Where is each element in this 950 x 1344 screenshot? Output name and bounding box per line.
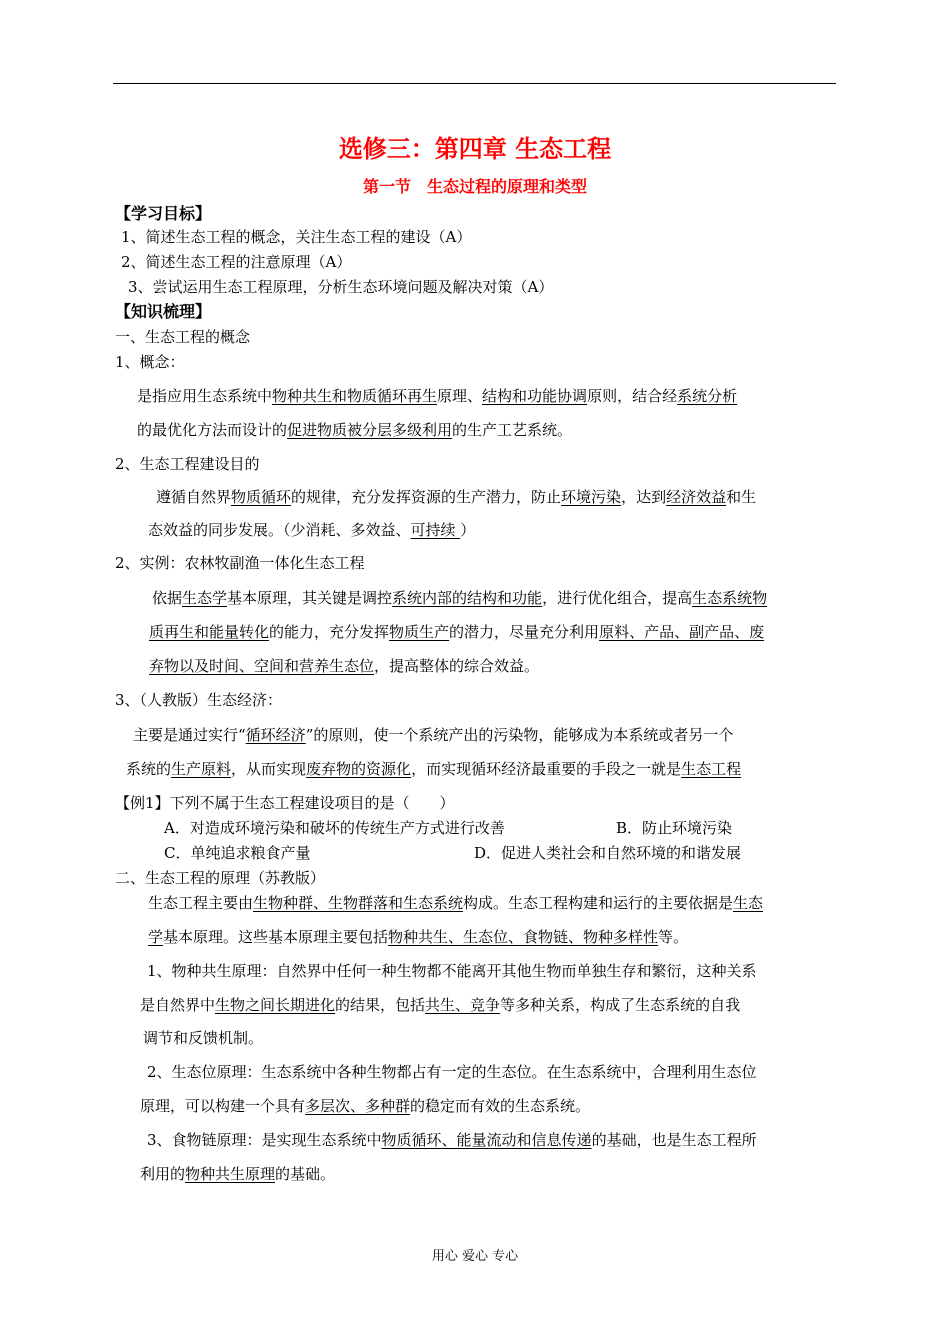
example-label: 2、实例：农林牧副渔一体化生态工程 [115,554,365,572]
concept-line: 是指应用生态系统中物种共生和物质循环再生原理、结构和功能协调原则，结合经系统分析 [137,387,738,405]
principle-2-line: 2、生态位原理：生态系统中各种生物都占有一定的生态位。在生态系统中，合理利用生态位 [147,1063,757,1081]
example-line: 质再生和能量转化的能力，充分发挥物质生产的潜力，尽量充分利用原料、产品、副产品、废 [149,623,765,641]
eco-line: 系统的生产原料，从而实现废弃物的资源化，而实现循环经济最重要的手段之一就是生态工程 [126,760,742,778]
principle-2-line: 原理，可以构建一个具有多层次、多种群的稳定而有效的生态系统。 [140,1097,591,1115]
principle-1-line: 1、物种共生原理：自然界中任何一种生物都不能离开其他生物而单独生存和繁衍，这种关系 [147,962,757,980]
goal-item: 3、尝试运用生态工程原理，分析生态环境问题及解决对策（A） [128,278,554,296]
eco-label: 3、（人教版）生态经济： [115,691,283,709]
header-rule [113,83,836,84]
eco-line: 主要是通过实行“循环经济”的原则，使一个系统产出的污染物，能够成为本系统或者另一个 [133,726,734,744]
example-line: 依据生态学基本原理，其关键是调控系统内部的结构和功能，进行优化组合，提高生态系统物 [152,589,768,607]
goal-item: 2、简述生态工程的注意原理（A） [121,253,352,271]
page-title: 选修三：第四章 生态工程 [338,135,612,163]
concept-label: 1、概念： [115,353,185,371]
option-a: A．对造成环境污染和破坏的传统生产方式进行改善 [164,819,505,837]
goals-heading: 【学习目标】 [115,204,212,223]
concept-line: 的最优化方法而设计的促进物质被分层多级利用的生产工艺系统。 [137,421,573,439]
example-question: 【例1】下列不属于生态工程建设项目的是（ ） [115,794,455,812]
option-d: D．促进人类社会和自然环境的和谐发展 [474,844,742,862]
page-subtitle: 第一节 生态过程的原理和类型 [362,177,587,196]
goal-item: 1、简述生态工程的概念，关注生态工程的建设（A） [121,228,472,246]
option-c: C．单纯追求粮食产量 [164,844,311,862]
part2-heading: 二、生态工程的原理（苏教版） [115,869,326,887]
part2-line: 学基本原理。这些基本原理主要包括物种共生、生态位、食物链、物种多样性等。 [148,928,689,946]
principle-3-line: 利用的物种共生原理的基础。 [140,1165,336,1183]
example-line: 弃物以及时间、空间和营养生态位，提高整体的综合效益。 [149,657,540,675]
purpose-line: 遵循自然界物质循环的规律，充分发挥资源的生产潜力，防止环境污染，达到经济效益和生 [156,488,757,506]
page-footer: 用心 爱心 专心 [431,1249,519,1264]
part1-heading: 一、生态工程的概念 [115,328,251,346]
principle-3-line: 3、食物链原理：是实现生态系统中物质循环、能量流动和信息传递的基础，也是生态工程所 [147,1131,757,1149]
part2-line: 生态工程主要由生物种群、生物群落和生态系统构成。生态工程构建和运行的主要依据是生态 [148,894,764,912]
knowledge-heading: 【知识梳理】 [115,302,212,321]
principle-1-line: 调节和反馈机制。 [143,1029,264,1047]
purpose-line: 态效益的同步发展。（少消耗、多效益、可持续 ） [148,521,476,539]
option-b: B．防止环境污染 [616,819,733,837]
purpose-label: 2、生态工程建设目的 [115,455,260,473]
principle-1-line: 是自然界中生物之间长期进化的结果，包括共生、竞争等多种关系，构成了生态系统的自我 [140,996,741,1014]
